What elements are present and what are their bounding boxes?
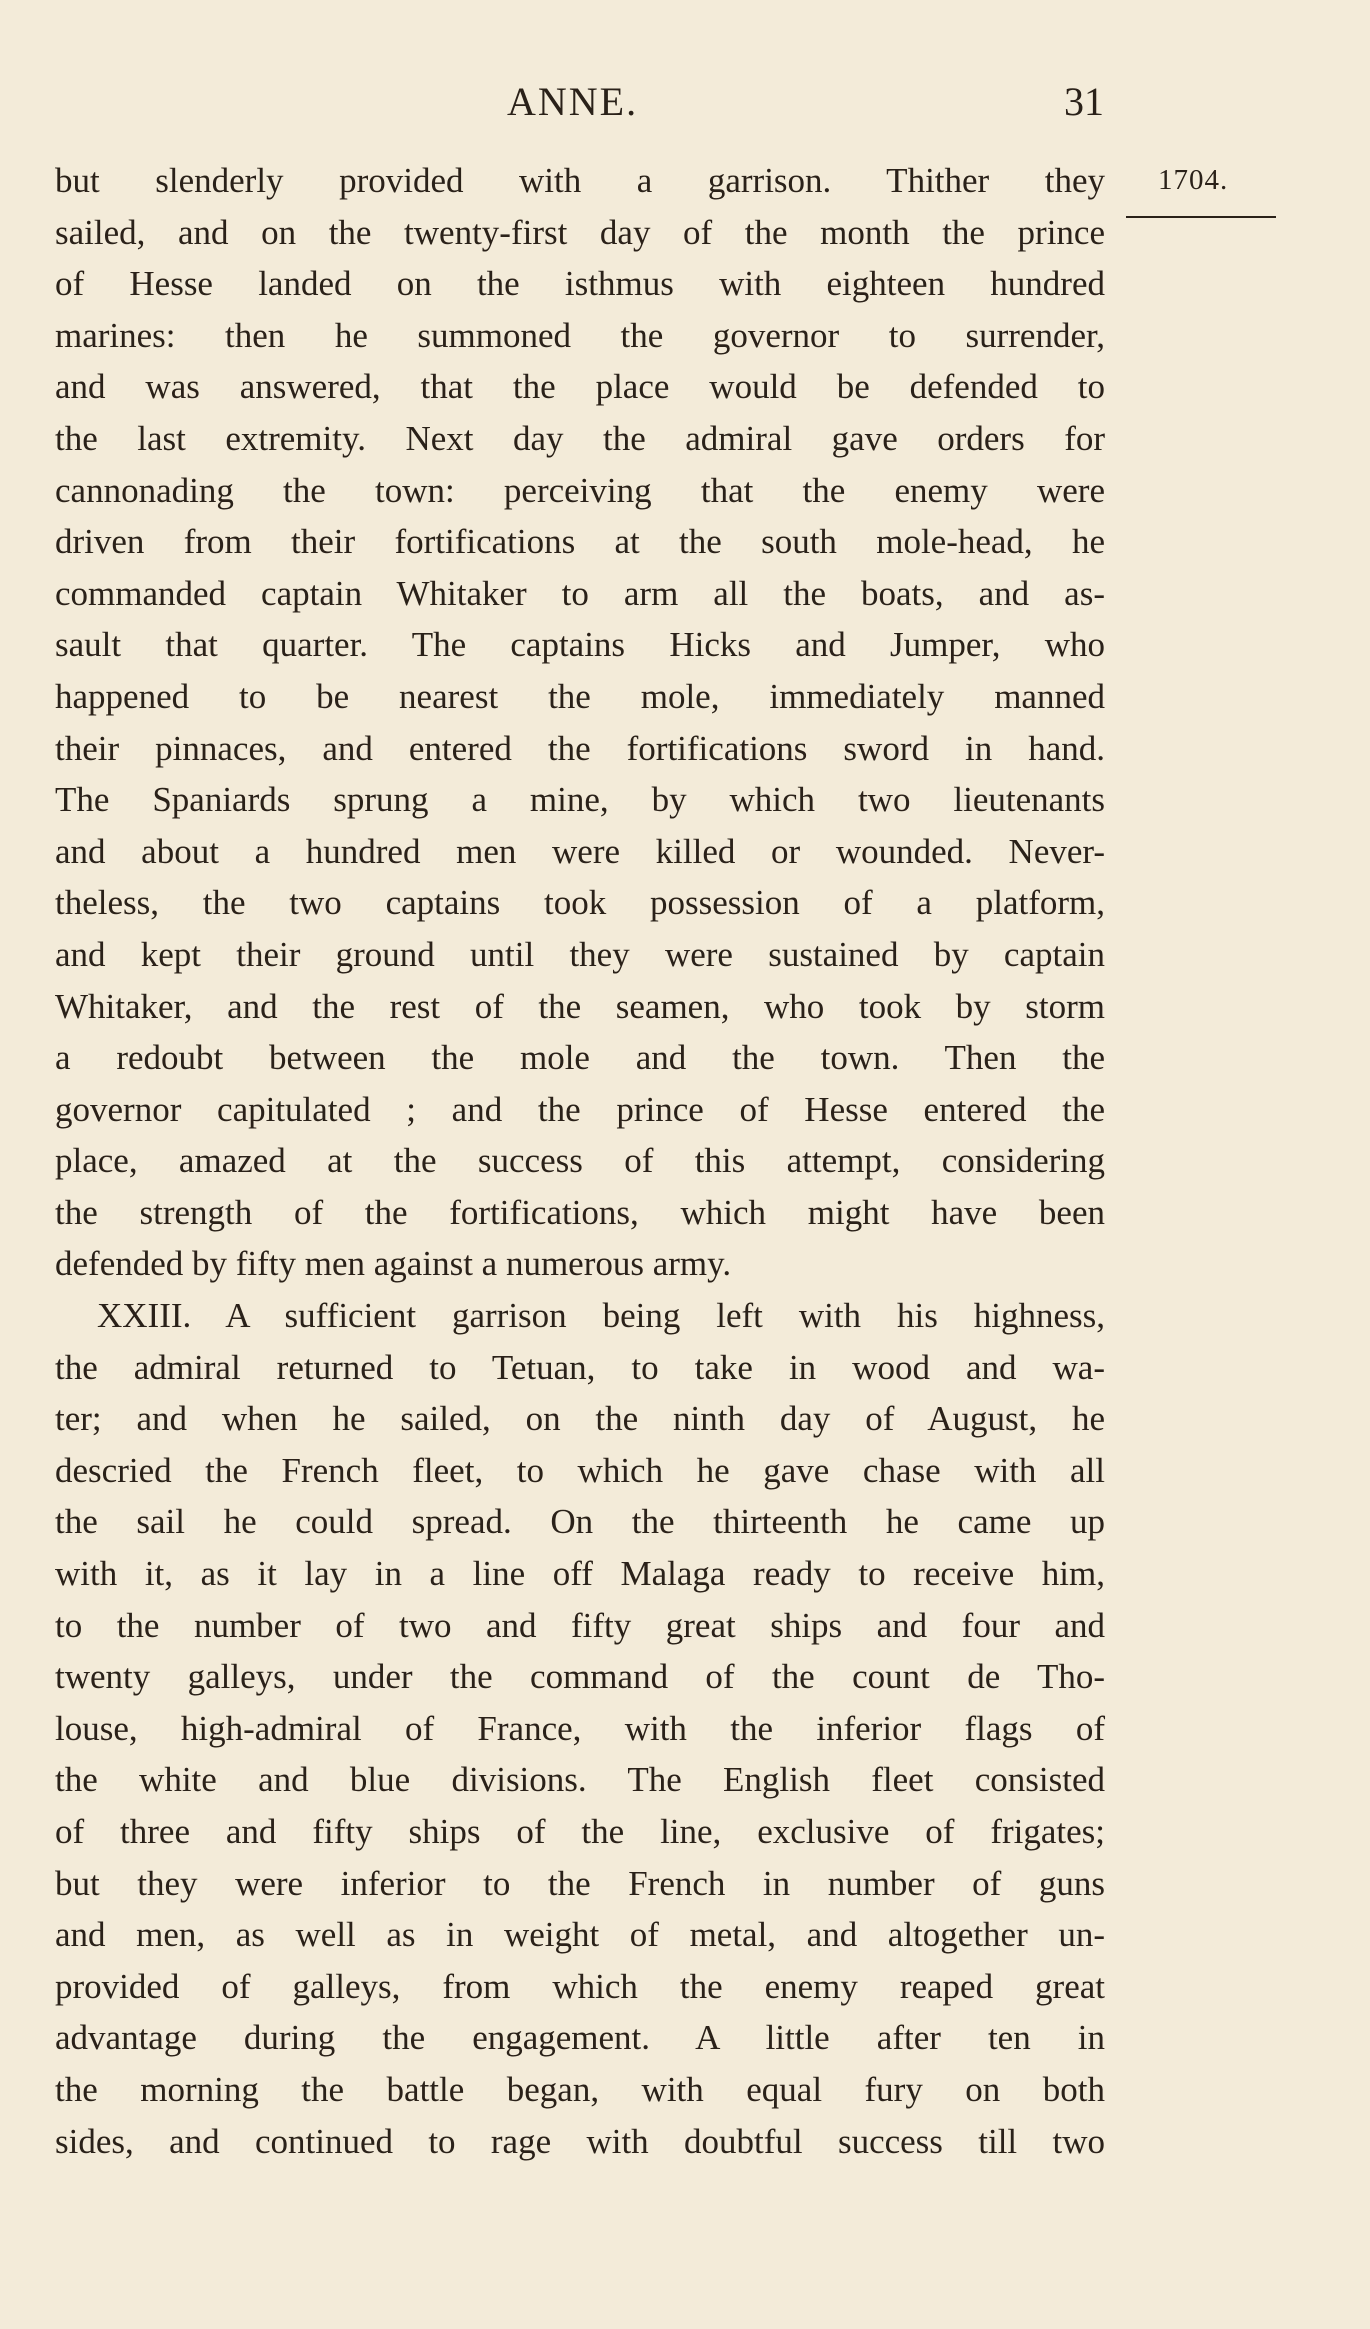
body-text bbox=[55, 155, 1105, 2167]
text-line: commanded captain Whitaker to arm all the boats, and as- bbox=[55, 573, 1105, 613]
text-line: governor capitulated ; and the prince of Hesse entered the bbox=[55, 1089, 1105, 1129]
text-line: descried the French fleet, to which he gave chase with all bbox=[55, 1450, 1105, 1490]
text-line: with it, as it lay in a line off Malaga ready to receive him, bbox=[55, 1554, 1105, 1594]
text-line: provided of galleys, from which the enemy reaped great bbox=[55, 1966, 1105, 2006]
text-line: ter; and when he sailed, on the ninth day of August, he bbox=[55, 1399, 1105, 1439]
text-line: and kept their ground until they were sustained by captain bbox=[55, 934, 1105, 974]
text-line: sault that quarter. The captains Hicks and Jumper, who bbox=[55, 625, 1105, 665]
text-line: the strength of the fortifications, which might have been bbox=[55, 1192, 1105, 1232]
text-line: place, amazed at the success of this attempt, considering bbox=[55, 1141, 1105, 1181]
text-line: of three and fifty ships of the line, exclusive of frigates; bbox=[55, 1812, 1105, 1851]
text-line: Whitaker, and the rest of the seamen, who took by storm bbox=[55, 986, 1105, 1026]
text-line: and was answered, that the place would be defended to bbox=[55, 367, 1105, 407]
text-line: the last extremity. Next day the admiral gave orders for bbox=[55, 418, 1105, 458]
text-line: defended by fifty men against a numerous army. bbox=[55, 1244, 732, 1284]
text-line: and men, as well as in weight of metal, and altogether un- bbox=[55, 1915, 1105, 1955]
text-line: the admiral returned to Tetuan, to take in wood and wa- bbox=[55, 1347, 1105, 1387]
text-line: a redoubt between the mole and the town. Then the bbox=[55, 1038, 1105, 1078]
text-line: sailed, and on the twenty-first day of the month the prince bbox=[55, 212, 1105, 252]
margin-year-note: 1704. bbox=[1158, 164, 1229, 196]
text-line: their pinnaces, and entered the fortifications sword in hand. bbox=[55, 728, 1105, 768]
text-line: louse, high-admiral of France, with the inferior flags of bbox=[55, 1708, 1105, 1748]
text-line: the white and blue divisions. The English fleet consisted bbox=[55, 1760, 1105, 1800]
margin-rule bbox=[1126, 216, 1276, 218]
text-line: to the number of two and fifty great ships and four and bbox=[55, 1605, 1105, 1645]
text-line: twenty galleys, under the command of the count de Tho- bbox=[55, 1657, 1105, 1697]
text-line: The Spaniards sprung a mine, by which two lieutenants bbox=[55, 780, 1105, 820]
page-number: 31 bbox=[1064, 79, 1104, 124]
text-line: happened to be nearest the mole, immediately manned bbox=[55, 676, 1105, 716]
text-line: the morning the battle began, with equal fury on both bbox=[55, 2069, 1105, 2109]
text-line: the sail he could spread. On the thirteenth he came up bbox=[55, 1502, 1105, 1542]
text-line: sides, and continued to rage with doubtful success till two bbox=[55, 2121, 1105, 2161]
text-line: of Hesse landed on the isthmus with eighteen hundred bbox=[55, 264, 1105, 304]
text-line: but they were inferior to the French in number of guns bbox=[55, 1863, 1105, 1903]
text-line: but slenderly provided with a garrison. Thither they bbox=[55, 161, 1105, 200]
running-head: ANNE. bbox=[507, 79, 639, 124]
text-line: driven from their fortifications at the south mole-head, he bbox=[55, 522, 1105, 562]
text-line: and about a hundred men were killed or wounded. Never- bbox=[55, 831, 1105, 871]
text-line: cannonading the town: perceiving that the enemy were bbox=[55, 470, 1105, 510]
text-line: theless, the two captains took possession of a platform, bbox=[55, 883, 1105, 923]
section-start-line: XXIII. A sufficient garrison being left with his highness, bbox=[97, 1296, 1105, 1336]
text-line: marines: then he summoned the governor to surrender, bbox=[55, 315, 1105, 355]
text-line: advantage during the engagement. A little after ten in bbox=[55, 2018, 1105, 2058]
